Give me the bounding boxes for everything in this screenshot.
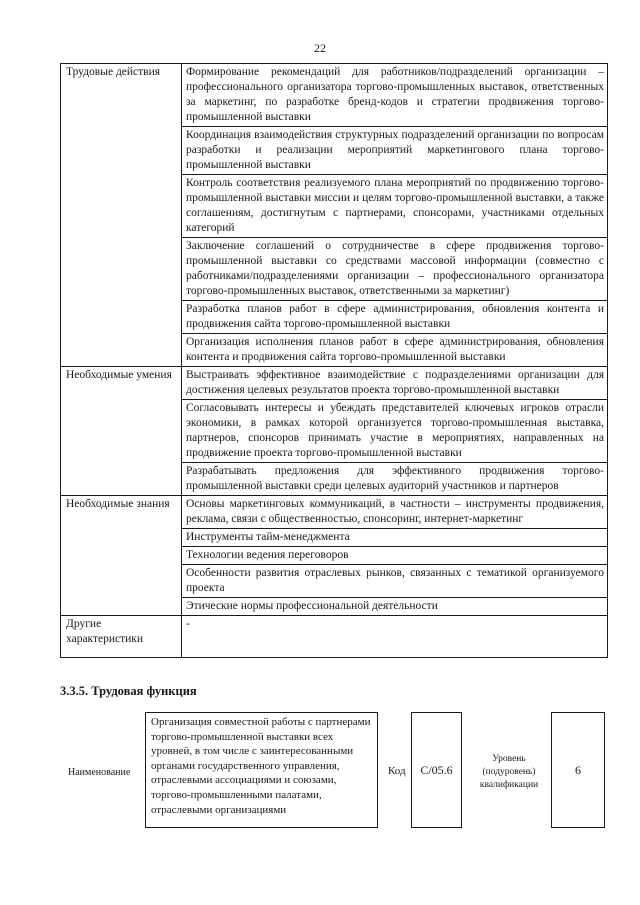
name-label: Наименование xyxy=(68,767,131,778)
item-cell: Этические нормы профессиональной деятельности xyxy=(182,598,608,616)
item-cell: Инструменты тайм-менеджмента xyxy=(182,529,608,547)
table-row xyxy=(61,367,608,400)
category-cell: Другие характеристики xyxy=(61,616,182,658)
code-box: C/05.6 xyxy=(411,712,462,828)
competency-table-body xyxy=(61,64,608,658)
table-row xyxy=(61,496,608,529)
item-cell: Контроль соответствия реализуемого плана мероприятий по продвижению торгово-промышленной выставки миссии и целям торгово-промышленной выставки, а также соглашениям, достигнутым с партнерами, спонсорами, участниками отдельных категорий xyxy=(182,175,608,238)
item-cell: Разработка планов работ в сфере администрирования, обновления контента и продвижения сайта торгово-промышленной выставки xyxy=(182,301,608,334)
item-cell: Заключение соглашений о сотрудничестве в сфере продвижения торгово-промышленной выставки со средствами массовой информации (совместно с работниками/подразделениями организации – профессионального организатора торгово-промышленных выставок, ответственными за маркетинг) xyxy=(182,238,608,301)
item-cell: Выстраивать эффективное взаимодействие с подразделениями организации для достижения целевых результатов проекта торгово-промышленной выставки xyxy=(182,367,608,400)
table-row xyxy=(61,616,608,658)
qualification-level-label: Уровень (подуровень) квалификации xyxy=(479,754,539,790)
item-cell: Основы маркетинговых коммуникаций, в частности – инструменты продвижения, реклама, связи с общественностью, спонсоринг, интернет-маркетинг xyxy=(182,496,608,529)
category-cell: Трудовые действия xyxy=(61,64,182,367)
item-cell: Согласовывать интересы и убеждать представителей ключевых игроков отрасли экономики, в рамках которой организуется торгово-промышленная выставка, партнеров, спонсоров принимать участие в мероприятиях, направленных на продвижение проекта торгово-промышленной выставки xyxy=(182,400,608,463)
competency-table xyxy=(60,63,608,658)
item-cell: Координация взаимодействия структурных подразделений организации по вопросам разработки и реализации мероприятий маркетингового плана торгово-промышленной выставки xyxy=(182,127,608,175)
qualification-level-box: 6 xyxy=(551,712,605,828)
category-cell: Необходимые умения xyxy=(61,367,182,496)
category-cell: Необходимые знания xyxy=(61,496,182,616)
code-label: Код xyxy=(388,765,406,777)
table-row xyxy=(61,64,608,127)
item-cell: Особенности развития отраслевых рынков, связанных с тематикой организуемого проекта xyxy=(182,565,608,598)
page-number: 22 xyxy=(314,41,326,55)
item-cell: Формирование рекомендаций для работников/подразделений организации – профессионального организатора торгово-промышленных выставок, ответственных за маркетинг, по разработке бренд-кодов и стратегии продвижения торгово-промышленной выставки xyxy=(182,64,608,127)
item-cell: Технологии ведения переговоров xyxy=(182,547,608,565)
item-cell: Разрабатывать предложения для эффективного продвижения торгово-промышленной выставки среди целевых аудиторий участников и партнеров xyxy=(182,463,608,496)
item-cell: - xyxy=(182,616,608,658)
section-title: 3.3.5. Трудовая функция xyxy=(60,684,197,698)
item-cell: Организация исполнения планов работ в сфере администрирования, обновления контента и продвижения сайта торгово-промышленной выставки xyxy=(182,334,608,367)
function-name-box: Организация совместной работы с партнерами торгово-промышленной выставки всех уровней, в том числе с заинтересованными органами государственного управления, отраслевыми ассоциациями и союзами, торгово-промышленными палатами, отраслевыми организациями xyxy=(145,712,378,828)
